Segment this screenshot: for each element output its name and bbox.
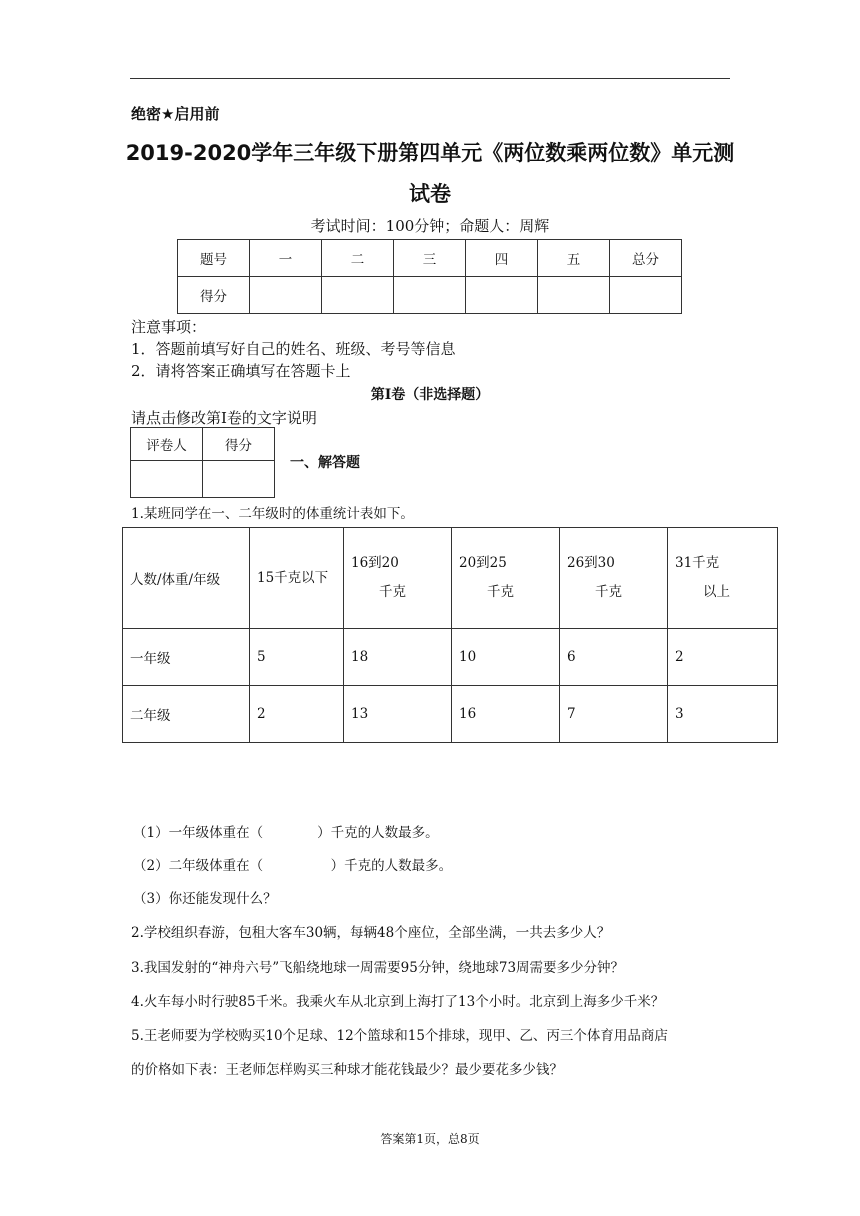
weight-col-header xyxy=(452,528,560,629)
page-footer: 答案第1页，总8页 xyxy=(380,1132,480,1146)
weight-cell: 6 xyxy=(560,629,668,686)
score-head-cell: 四 xyxy=(466,240,538,277)
weight-row-grade-1 xyxy=(123,629,778,686)
score-blank-cell xyxy=(610,277,682,314)
weight-cell: 13 xyxy=(344,686,452,743)
weight-cell: 18 xyxy=(344,629,452,686)
score-blank-cell xyxy=(394,277,466,314)
grader-blank-cell xyxy=(203,461,275,498)
question-4: 4.火车每小时行驶85千米。我乘火车从北京到上海打了13个小时。北京到上海多少千米？ xyxy=(131,994,665,1010)
grader-table xyxy=(130,427,275,498)
score-head-cell: 题号 xyxy=(178,240,250,277)
weight-row-label: 二年级 xyxy=(123,686,250,743)
notes-item: 1．答题前填写好自己的姓名、班级、考号等信息 xyxy=(131,340,456,358)
weight-header-row xyxy=(123,528,778,629)
score-head-cell: 三 xyxy=(394,240,466,277)
top-rule xyxy=(130,78,730,79)
weight-row-label: 一年级 xyxy=(123,629,250,686)
weight-col-header xyxy=(344,528,452,629)
secret-mark: 绝密★启用前 xyxy=(131,105,220,123)
weight-cell: 2 xyxy=(250,686,344,743)
weight-col-header-top: 16到20 xyxy=(351,555,399,571)
grader-blank-row xyxy=(131,461,275,498)
score-head-cell: 二 xyxy=(322,240,394,277)
exam-meta: 考试时间：100分钟；命题人：周辉 xyxy=(310,217,550,235)
grader-head-cell: 评卷人 xyxy=(131,428,203,461)
notes-item: 2．请将答案正确填写在答题卡上 xyxy=(131,362,351,380)
score-head-cell: 五 xyxy=(538,240,610,277)
question-1: 1.某班同学在一、二年级时的体重统计表如下。 xyxy=(131,506,414,522)
subquestion-1: （1）一年级体重在（ ）千克的人数最多。 xyxy=(133,825,439,841)
score-table xyxy=(177,239,682,314)
weight-col-header xyxy=(668,528,778,629)
score-blank-cell xyxy=(538,277,610,314)
weight-cell: 5 xyxy=(250,629,344,686)
weight-cell: 2 xyxy=(668,629,778,686)
volume-title: 第I卷（非选择题） xyxy=(370,387,490,403)
exam-title-line-2: 试卷 xyxy=(409,182,451,206)
exam-title-line-1: 2019-2020学年三年级下册第四单元《两位数乘两位数》单元测 xyxy=(125,141,735,165)
weight-col-header-bottom: 千克 xyxy=(379,584,406,600)
weight-row-grade-2 xyxy=(123,686,778,743)
score-blank-cell xyxy=(466,277,538,314)
score-table-score-row xyxy=(178,277,682,314)
grader-head-cell: 得分 xyxy=(203,428,275,461)
weight-cell: 10 xyxy=(452,629,560,686)
section-title: 一、解答题 xyxy=(290,455,360,471)
weight-col-header-top: 15千克以下 xyxy=(257,569,329,586)
weight-col-header-top: 20到25 xyxy=(459,555,507,571)
question-5-line-2: 的价格如下表：王老师怎样购买三种球才能花钱最少？最少要花多少钱？ xyxy=(131,1062,563,1078)
weight-corner-cell: 人数/体重/年级 xyxy=(123,528,250,629)
score-head-cell: 总分 xyxy=(610,240,682,277)
weight-col-header-top: 26到30 xyxy=(567,555,615,571)
question-2: 2.学校组织春游，包租大客车30辆，每辆48个座位，全部坐满，一共去多少人？ xyxy=(131,925,611,941)
weight-col-header-bottom: 千克 xyxy=(595,584,622,600)
score-blank-cell xyxy=(250,277,322,314)
volume-description: 请点击修改第I卷的文字说明 xyxy=(131,409,317,427)
subquestion-2: （2）二年级体重在（ ）千克的人数最多。 xyxy=(133,858,453,874)
subquestion-3: （3）你还能发现什么？ xyxy=(133,891,277,907)
grader-blank-cell xyxy=(131,461,203,498)
weight-cell: 7 xyxy=(560,686,668,743)
weight-col-header-bottom: 以上 xyxy=(703,584,730,600)
score-table-header-row xyxy=(178,240,682,277)
weight-col-header xyxy=(250,528,344,629)
weight-col-header xyxy=(560,528,668,629)
grader-header-row xyxy=(131,428,275,461)
weight-stats-table xyxy=(122,527,778,743)
question-5-line-1: 5.王老师要为学校购买10个足球、12个篮球和15个排球，现甲、乙、丙三个体育用品商店 xyxy=(131,1028,668,1044)
notes-title: 注意事项： xyxy=(131,318,207,336)
score-row-label: 得分 xyxy=(178,277,250,314)
question-3: 3.我国发射的“神舟六号”飞船绕地球一周需要95分钟，绕地球73周需要多少分钟？ xyxy=(131,960,625,976)
score-blank-cell xyxy=(322,277,394,314)
weight-cell: 16 xyxy=(452,686,560,743)
weight-col-header-bottom: 千克 xyxy=(487,584,514,600)
score-head-cell: 一 xyxy=(250,240,322,277)
weight-cell: 3 xyxy=(668,686,778,743)
weight-col-header-top: 31千克 xyxy=(675,555,720,571)
